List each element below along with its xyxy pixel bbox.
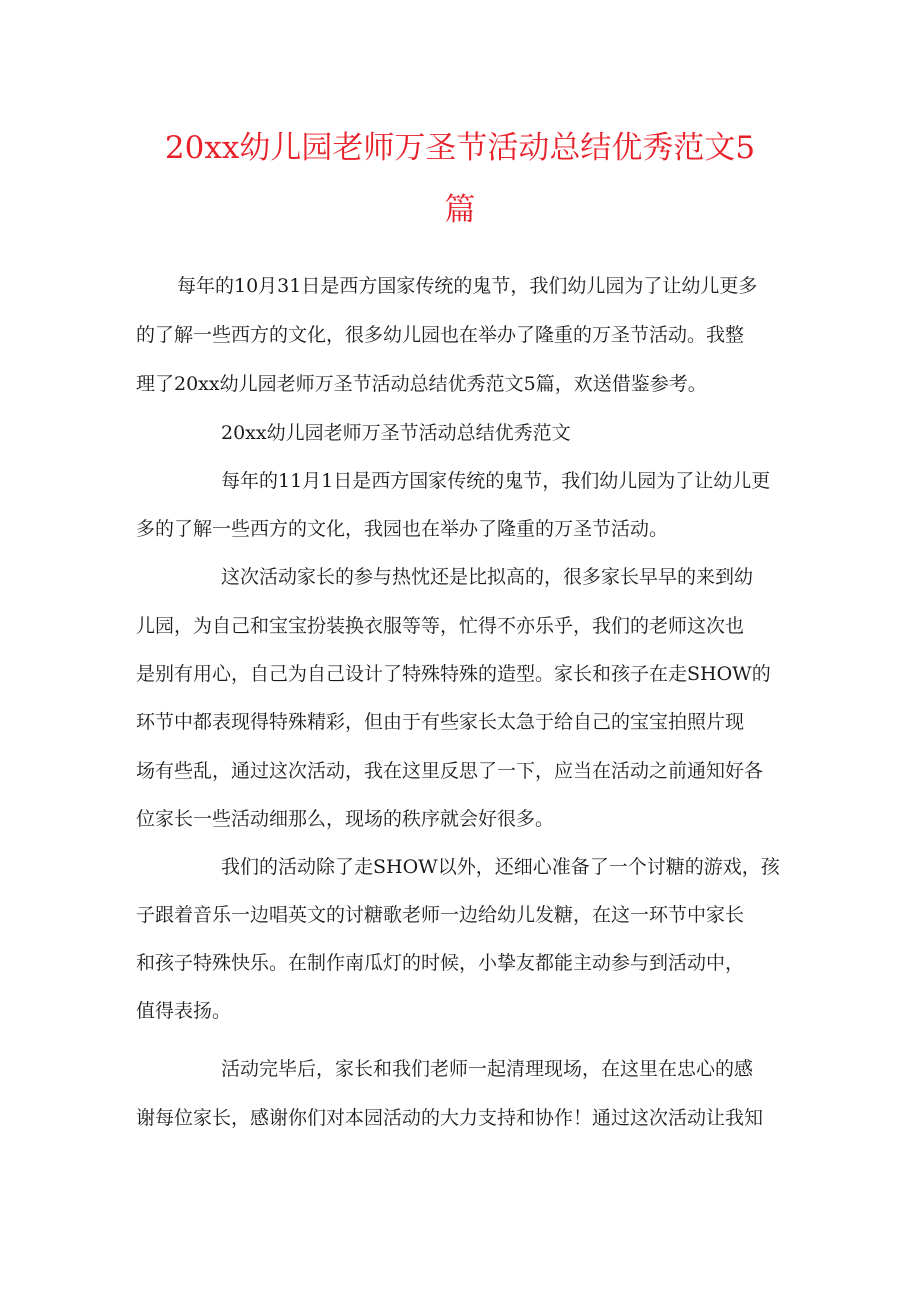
text-line: 位家长一些活动细那么，现场的秩序就会好很多。	[136, 808, 555, 830]
text-line: 我们的活动除了走SHOW以外，还细心准备了一个讨糖的游戏，孩	[221, 856, 780, 878]
document-title: 20xx幼儿园老师万圣节活动总结优秀范文5	[164, 130, 756, 166]
text-line: 每年的11月1日是西方国家传统的鬼节，我们幼儿园为了让幼儿更	[221, 470, 771, 492]
text-line: 儿园，为自己和宝宝扮装换衣服等等，忙得不亦乐乎，我们的老师这次也	[136, 615, 745, 637]
text-line: 是别有用心，自己为自己设计了特殊特殊的造型。家长和孩子在走SHOW的	[136, 663, 771, 685]
section-heading: 20xx幼儿园老师万圣节活动总结优秀范文	[221, 422, 571, 444]
text-line: 活动完毕后，家长和我们老师一起清理现场，在这里在忠心的感	[221, 1058, 754, 1080]
document-title-continuation: 篇	[444, 192, 476, 228]
text-line: 环节中都表现得特殊精彩，但由于有些家长太急于给自己的宝宝拍照片现	[136, 711, 745, 733]
text-line: 值得表扬。	[136, 1000, 232, 1022]
text-line: 这次活动家长的参与热忱还是比拟高的，很多家长早早的来到幼	[221, 566, 754, 588]
text-line: 每年的10月31日是西方国家传统的鬼节，我们幼儿园为了让幼儿更多	[177, 275, 758, 297]
text-line: 的了解一些西方的文化，很多幼儿园也在举办了隆重的万圣节活动。我整	[136, 324, 745, 346]
text-line: 多的了解一些西方的文化，我园也在举办了隆重的万圣节活动。	[136, 518, 669, 540]
text-line: 场有些乱，通过这次活动，我在这里反思了一下，应当在活动之前通知好各	[136, 760, 764, 782]
text-line: 理了20xx幼儿园老师万圣节活动总结优秀范文5篇，欢送借鉴参考。	[136, 373, 707, 395]
text-line: 子跟着音乐一边唱英文的讨糖歌老师一边给幼儿发糖，在这一环节中家长	[136, 904, 745, 926]
text-line: 和孩子特殊快乐。在制作南瓜灯的时候，小挚友都能主动参与到活动中，	[136, 952, 745, 974]
text-line: 谢每位家长，感谢你们对本园活动的大力支持和协作！通过这次活动让我知	[136, 1107, 764, 1129]
